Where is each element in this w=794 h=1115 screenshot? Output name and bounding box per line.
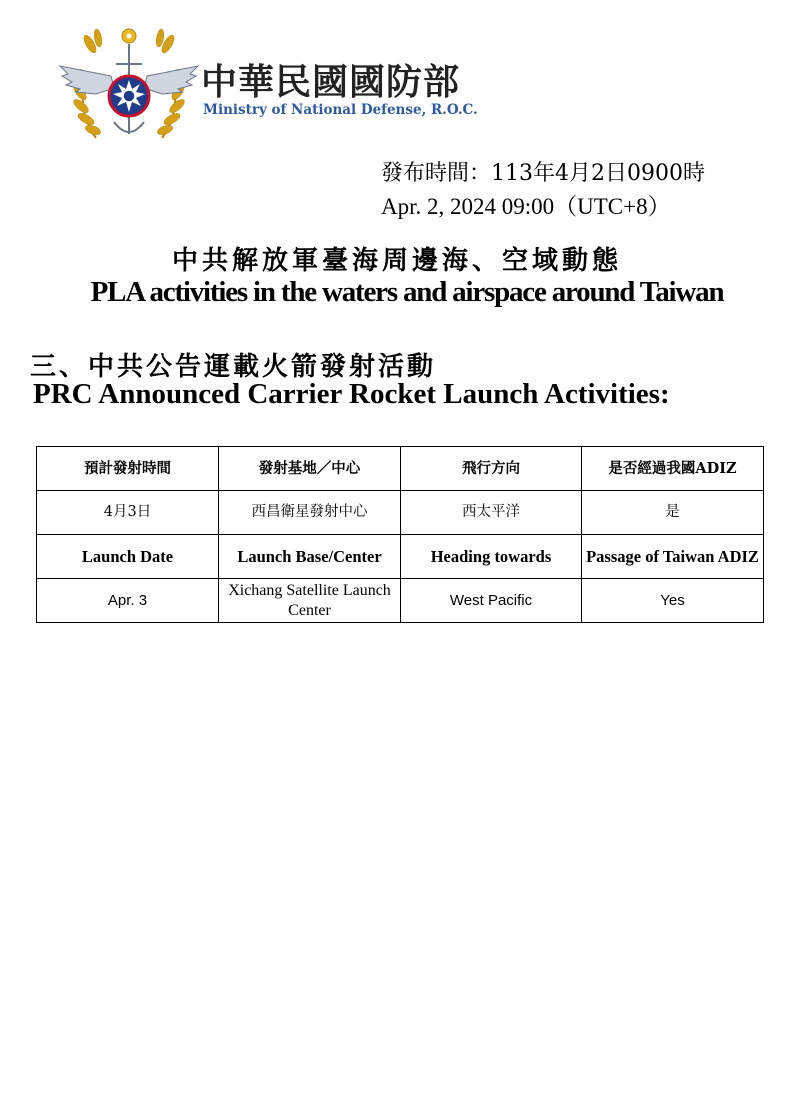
header-cell: 預計發射時間	[37, 447, 219, 491]
page-title-en: PLA activities in the waters and airspace around Taiwan	[90, 276, 724, 308]
table-cell: Yes	[582, 579, 764, 623]
launch-table	[36, 446, 764, 623]
section-heading-en: PRC Announced Carrier Rocket Launch Activities:	[33, 378, 670, 410]
header-cell: Launch Date	[37, 535, 219, 579]
table-cell: 西太平洋	[401, 491, 582, 535]
header-cell: Launch Base/Center	[219, 535, 401, 579]
release-time-en: Apr. 2, 2024 09:00（UTC+8）	[381, 194, 671, 219]
org-name-zh: 中華民國國防部	[201, 62, 461, 103]
release-time-zh: 發布時間：113年4月2日0900時	[381, 161, 705, 186]
table-cell: 4月3日	[37, 491, 219, 535]
table-cell: Xichang Satellite Launch Center	[219, 579, 401, 623]
table-header-row-zh	[37, 447, 764, 491]
header-cell: 是否經過我國ADIZ	[582, 447, 764, 491]
table-cell: 是	[582, 491, 764, 535]
page-title-zh: 中共解放軍臺海周邊海、空域動態	[171, 246, 622, 276]
sun-shield-icon	[109, 76, 149, 116]
header-cell: Heading towards	[401, 535, 582, 579]
table-row-en	[37, 579, 764, 623]
table-row-zh	[37, 491, 764, 535]
header-cell: 飛行方向	[401, 447, 582, 491]
org-name-en: Ministry of National Defense, R.O.C.	[203, 102, 478, 118]
header-cell: 發射基地／中心	[219, 447, 401, 491]
section-heading-zh: 三、中共公告運載火箭發射活動	[30, 352, 437, 382]
table-cell: West Pacific	[401, 579, 582, 623]
table-cell: Apr. 3	[37, 579, 219, 623]
plum-blossom-icon	[122, 29, 136, 43]
table-cell: 西昌衛星發射中心	[219, 491, 401, 535]
table-header-row-en	[37, 535, 764, 579]
mnd-emblem-icon	[56, 26, 202, 144]
header-cell: Passage of Taiwan ADIZ	[582, 535, 764, 579]
